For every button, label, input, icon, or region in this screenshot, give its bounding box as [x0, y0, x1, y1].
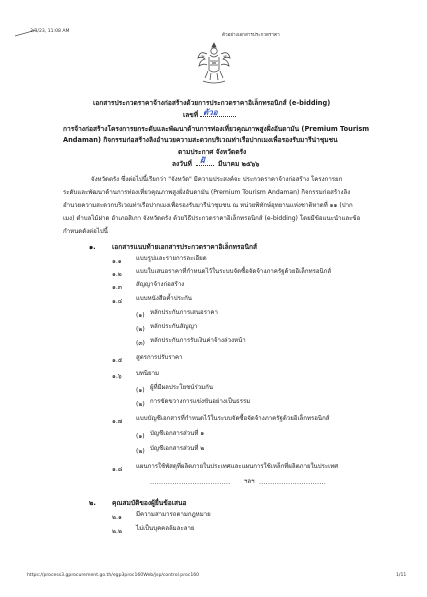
- project-title-line-2: Andaman) กิจกรรมก่อสร้างลิงอำนวยความสะดวกบริเวณท่าเรือปากเมงเพื่อรองรับมารีน่าชุมชน: [63, 136, 338, 144]
- section-2-heading: คุณสมบัติของผู้ยื่นข้อเสนอ: [112, 499, 187, 507]
- footer-url: https://process3.gprocurement.go.th/egp3proc160Web/jsp/control.proc160: [27, 573, 200, 578]
- sub-item-text: บัญชีเอกสารส่วนที่ ๒: [150, 445, 205, 452]
- project-title-line-1: การจ้างก่อสร้างโครงการยกระดับและพัฒนาด้านการท่องเที่ยวคุณภาพสูงฝั่งอันดามัน (Premium Tourism: [63, 125, 370, 133]
- document-number-handwritten: ตัวอ: [203, 108, 218, 117]
- sub-item-text: หลักประกันการรับเงินค่าจ้างล่วงหน้า: [150, 337, 246, 344]
- sub-item-text: ผู้ที่มีผลประโยชน์ร่วมกัน: [150, 384, 214, 391]
- document-title: เอกสารประกวดราคาจ้างก่อสร้างด้วยการประกวดราคาอิเล็กทรอนิกส์ (e-bidding): [93, 99, 331, 107]
- page-number: 1/11: [396, 573, 407, 578]
- ellipsis-dots-right: ..............................: [259, 479, 327, 486]
- item-text: บทนิยาม: [136, 370, 160, 377]
- item-number: ๒.๑: [112, 514, 122, 521]
- sub-item-number: (๑): [136, 387, 145, 394]
- sub-item-text: หลักประกันสัญญา: [150, 323, 198, 330]
- item-text: แบบบัญชีเอกสารที่กำหนดไว้ในระบบจัดซื้อจัดจ้างภาครัฐด้วยอิเล็กทรอนิกส์: [136, 415, 330, 422]
- sub-item-number: (๓): [136, 340, 145, 347]
- item-number: ๑.๗: [112, 418, 123, 425]
- intro-line-4: เมง) ตำบลไม้ฝาด อำเภอสิเกา จังหวัดตรัง ด้วยวิธีประกวดราคาอิเล็กทรอนิกส์ (e-bidding) โดยมีข้อแนะนำและข้อ: [63, 215, 361, 222]
- item-number: ๑.๘: [112, 466, 123, 473]
- section-1-number: ๑.: [89, 243, 96, 251]
- item-text: สูตรการปรับราคา: [136, 354, 183, 361]
- intro-line-2: ระดับและพัฒนาด้านการท่องเที่ยวคุณภาพสูงฝั่งอันดามัน (Premium Tourism Andaman) กิจกรรมก่อสร้างลิง: [63, 189, 351, 196]
- date-underline: [196, 165, 214, 166]
- garuda-emblem-icon: [197, 40, 231, 86]
- sub-item-number: (๒): [136, 401, 145, 408]
- sub-item-number: (๒): [136, 326, 145, 333]
- item-number: ๒.๒: [112, 528, 122, 535]
- item-text: ไม่เป็นบุคคลล้มละลาย: [136, 525, 195, 532]
- pen-mark-icon: [14, 28, 38, 38]
- number-underline: [200, 116, 236, 117]
- item-text: แบบหนังสือค้ำประกัน: [136, 295, 192, 302]
- intro-line-5: กำหนดดังต่อไปนี้: [63, 228, 108, 235]
- item-text: มีความสามารถตามกฎหมาย: [136, 511, 211, 518]
- date-day-handwritten: ฝั: [200, 156, 205, 165]
- document-number-label: เลขที่: [183, 111, 199, 119]
- sub-item-text: บัญชีเอกสารส่วนที่ ๑: [150, 430, 205, 437]
- sample-document-label: ตัวอย่างเอกสารประกวดราคา: [222, 33, 280, 38]
- item-number: ๑.๓: [112, 284, 122, 291]
- sub-item-text: หลักประกันการเสนอราคา: [150, 309, 218, 316]
- item-text: แบบรูปและรายการละเอียด: [136, 255, 207, 262]
- intro-line-3: อำนวยความสะดวกบริเวณท่าเรือปากเมงเพื่อรองรับมารีน่าชุมชน ณ หน่วยพิทักษ์อุทยานแห่งชาติหาดที่ ๑๑ (ปาก: [63, 202, 353, 209]
- section-1-heading: เอกสารแนบท้ายเอกสารประกวดราคาอิเล็กทรอนิกส์: [112, 243, 258, 251]
- announcement-reference: ตามประกาศ จังหวัดตรัง: [178, 148, 247, 156]
- sub-item-number: (๑): [136, 433, 145, 440]
- sub-item-text: การขัดขวางการแข่งขันอย่างเป็นธรรม: [150, 398, 251, 405]
- section-2-number: ๒.: [89, 499, 96, 507]
- item-number: ๑.๕: [112, 357, 123, 364]
- sub-item-number: (๒): [136, 448, 145, 455]
- item-text: แบบใบเสนอราคาที่กำหนดไว้ในระบบจัดซื้อจัดจ้างภาครัฐด้วยอิเล็กทรอนิกส์: [136, 268, 332, 275]
- sub-item-number: (๑): [136, 312, 145, 319]
- item-number: ๑.๒: [112, 271, 122, 278]
- item-number: ๑.๔: [112, 298, 123, 305]
- intro-line-1: จังหวัดตรัง ซึ่งต่อไปนี้เรียกว่า "จังหวัด" มีความประสงค์จะ ประกวดราคาจ้างก่อสร้าง โครงการยก: [91, 176, 343, 183]
- print-timestamp: 3/3/23, 11:08 AM: [30, 29, 70, 34]
- item-text: สัญญาจ้างก่อสร้าง: [136, 281, 185, 288]
- date-label: ลงวันที่: [172, 160, 192, 168]
- ellipsis-dots-left: ....................................: [150, 479, 231, 486]
- date-month-year: มีนาคม ๒๕๖๖: [218, 160, 260, 168]
- etcetera-mark: ฯลฯ: [244, 478, 255, 485]
- item-number: ๑.๑: [112, 258, 122, 265]
- item-number: ๑.๖: [112, 373, 122, 380]
- item-text: แผนการใช้พัสดุที่ผลิตภายในประเทศและแผนการใช้เหล็กที่ผลิตภายในประเทศ: [136, 463, 339, 470]
